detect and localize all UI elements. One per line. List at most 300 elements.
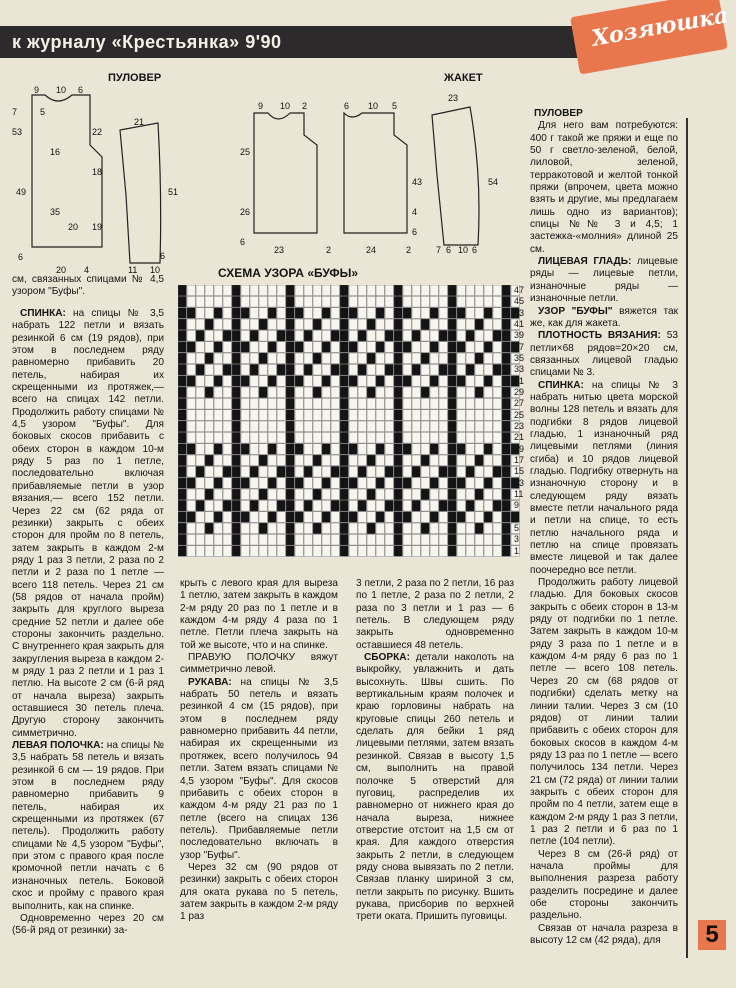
chart-cell bbox=[178, 455, 186, 466]
chart-cell bbox=[430, 364, 438, 375]
svg-text:4: 4 bbox=[412, 207, 418, 217]
chart-cell bbox=[448, 500, 456, 511]
chart-cell bbox=[331, 534, 339, 545]
jacket-outline bbox=[254, 107, 479, 245]
chart-cell bbox=[295, 330, 303, 341]
chart-cell bbox=[394, 455, 402, 466]
chart-cell bbox=[268, 353, 276, 364]
dim-10: 10 bbox=[56, 85, 67, 95]
dim-18: 18 bbox=[92, 167, 103, 177]
chart-cell bbox=[322, 353, 330, 364]
chart-cell bbox=[403, 285, 411, 296]
chart-cell bbox=[466, 489, 474, 500]
chart-cell bbox=[268, 421, 276, 432]
chart-cell bbox=[448, 330, 456, 341]
chart-cell bbox=[295, 512, 303, 523]
chart-cell bbox=[331, 523, 339, 534]
chart-cell bbox=[349, 330, 357, 341]
chart-cell bbox=[295, 455, 303, 466]
chart-cell bbox=[493, 500, 501, 511]
chart-cell bbox=[241, 364, 249, 375]
chart-cell bbox=[475, 364, 483, 375]
chart-cell bbox=[196, 523, 204, 534]
chart-cell bbox=[502, 489, 510, 500]
chart-cell bbox=[439, 342, 447, 353]
chart-cell bbox=[439, 364, 447, 375]
chart-cell bbox=[430, 444, 438, 455]
chart-cell bbox=[349, 546, 357, 557]
chart-cell bbox=[457, 353, 465, 364]
chart-cell bbox=[196, 319, 204, 330]
chart-cell bbox=[223, 353, 231, 364]
svg-text:10: 10 bbox=[280, 101, 291, 111]
chart-cell bbox=[340, 353, 348, 364]
chart-cell bbox=[430, 353, 438, 364]
chart-cell bbox=[457, 534, 465, 545]
chart-cell bbox=[241, 410, 249, 421]
chart-cell bbox=[448, 421, 456, 432]
chart-cell bbox=[304, 512, 312, 523]
chart-grid bbox=[178, 285, 520, 557]
chart-cell bbox=[403, 500, 411, 511]
chart-row-number: 39 bbox=[514, 330, 525, 341]
chart-cell bbox=[331, 398, 339, 409]
chart-cell bbox=[403, 421, 411, 432]
chart-cell bbox=[313, 444, 321, 455]
chart-cell bbox=[178, 285, 186, 296]
chart-cell bbox=[196, 342, 204, 353]
chart-cell bbox=[457, 319, 465, 330]
chart-cell bbox=[187, 421, 195, 432]
chart-cell bbox=[394, 466, 402, 477]
chart-cell bbox=[232, 466, 240, 477]
chart-cell bbox=[412, 489, 420, 500]
dim-19: 19 bbox=[92, 222, 103, 232]
chart-cell bbox=[430, 432, 438, 443]
chart-cell bbox=[475, 512, 483, 523]
chart-cell bbox=[421, 523, 429, 534]
chart-cell bbox=[493, 512, 501, 523]
chart-cell bbox=[340, 455, 348, 466]
chart-cell bbox=[466, 410, 474, 421]
chart-cell bbox=[295, 432, 303, 443]
chart-cell bbox=[367, 455, 375, 466]
chart-cell bbox=[412, 353, 420, 364]
chart-cell bbox=[502, 398, 510, 409]
chart-cell bbox=[178, 342, 186, 353]
chart-cell bbox=[385, 432, 393, 443]
chart-cell bbox=[340, 421, 348, 432]
chart-cell bbox=[304, 319, 312, 330]
chart-cell bbox=[241, 523, 249, 534]
chart-cell bbox=[223, 319, 231, 330]
chart-cell bbox=[223, 421, 231, 432]
chart-cell bbox=[259, 285, 267, 296]
chart-cell bbox=[358, 387, 366, 398]
chart-cell bbox=[394, 387, 402, 398]
chart-cell bbox=[268, 410, 276, 421]
chart-cell bbox=[313, 364, 321, 375]
chart-cell bbox=[196, 534, 204, 545]
chart-cell bbox=[322, 432, 330, 443]
chart-cell bbox=[187, 342, 195, 353]
chart-cell bbox=[340, 398, 348, 409]
chart-cell bbox=[286, 353, 294, 364]
chart-cell bbox=[340, 546, 348, 557]
chart-cell bbox=[493, 534, 501, 545]
left-front-heading: ЛЕВАЯ ПОЛОЧКА: bbox=[12, 740, 104, 752]
chart-cell bbox=[466, 500, 474, 511]
chart-cell bbox=[331, 308, 339, 319]
chart-cell bbox=[448, 376, 456, 387]
chart-cell bbox=[214, 342, 222, 353]
chart-cell bbox=[205, 330, 213, 341]
chart-cell bbox=[340, 342, 348, 353]
chart-cell bbox=[448, 466, 456, 477]
chart-cell bbox=[349, 285, 357, 296]
chart-cell bbox=[178, 319, 186, 330]
chart-cell bbox=[277, 432, 285, 443]
chart-cell bbox=[340, 489, 348, 500]
chart-cell bbox=[295, 353, 303, 364]
chart-cell bbox=[502, 296, 510, 307]
chart-cell bbox=[403, 364, 411, 375]
chart-cell bbox=[484, 512, 492, 523]
chart-cell bbox=[304, 364, 312, 375]
chart-cell bbox=[430, 319, 438, 330]
chart-cell bbox=[412, 285, 420, 296]
column-4: ПУЛОВЕР Для него вам потребуются: 400 г такой же пряжи и еще по 50 г светло-зеленой, белой, лиловой, зеленой, терракотовой и желтой тонкой пряжи (впрочем, цвета можно взять и другие, мы предлагаем лишь одно из вариантов); спицы №№ 3 и 4,5; 1 застежка-«молния» длиной 25 см. ЛИЦЕВАЯ ГЛАДЬ: лицевые ряды — лицевые петли, изнаночные ряды — изнаночные петли. УЗОР "БУФЫ" вяжется так же, как для жакета. ПЛОТНОСТЬ ВЯЗАНИЯ: 53 петли×68 рядов=20×20 см, связанных лицевой гладью спицами № 3. СПИНКА: на спицы № 3 набрать нитью цвета морской волны 128 петель и вязать для подгибки 8 рядов лицевой гладью, 1 изнаночный ряд лицевыми петлями (линия сгиба) и 10 рядов лицевой гладью. Подгибку отвернуть на изнаночную сторону и в следующем ряду вязать вместе петли начального ряда и петли на спице, то есть петлю начального ряда и петлю на спице провязать вместе лицевой и так далее поочередно все петли. Продолжить работу лицевой гладью. Для боковых скосов закрыть с обеих сторон в 13-м ряду от подгибки по 1 петле. Затем закрыть в каждом 10-м ряду 3 раза по 1 петле и в каждом 4-м ряду 6 раз по 1 петле — всего 108 петель. Через 20 см (68 рядов от подгибки) сделать метку на линии талии. Через 3 см (10 рядов) от линии талии прибавить с обеих сторон для боковых скосов в каждом 4-м ряду 13 раз по 1 петле — всего получилось 134 петли. Через 21 см (72 ряда) от линии талии закрыть с обеих сторон для пройм по 4 петли, затем еще в каждом 2-м ряду 1 раз 3 петли, 1 раз 2 петли и 6 раз по 1 петле (104 петли). Через 8 см (26-й ряд) от начала проймы для выполнения разреза работу разделить посредине и далее обе стороны закончить раздельно. Связав от начала разреза в высоту 12 см (42 ряда), для bbox=[530, 108, 678, 947]
chart-cell bbox=[349, 466, 357, 477]
chart-cell bbox=[430, 523, 438, 534]
column-1-body bbox=[12, 308, 164, 938]
chart-cell bbox=[286, 500, 294, 511]
chart-cell bbox=[268, 512, 276, 523]
chart-cell bbox=[448, 444, 456, 455]
chart-cell bbox=[259, 319, 267, 330]
chart-cell bbox=[439, 387, 447, 398]
chart-cell bbox=[277, 478, 285, 489]
chart-cell bbox=[304, 387, 312, 398]
chart-cell bbox=[286, 512, 294, 523]
chart-cell bbox=[286, 546, 294, 557]
chart-cell bbox=[421, 376, 429, 387]
dim-6b: 6 bbox=[18, 252, 24, 262]
chart-cell bbox=[304, 444, 312, 455]
chart-cell bbox=[313, 534, 321, 545]
chart-cell bbox=[421, 432, 429, 443]
chart-cell bbox=[223, 512, 231, 523]
chart-cell bbox=[259, 364, 267, 375]
dim-4: 4 bbox=[84, 265, 90, 275]
chart-cell bbox=[250, 466, 258, 477]
chart-cell bbox=[187, 432, 195, 443]
chart-cell bbox=[403, 387, 411, 398]
chart-cell bbox=[376, 342, 384, 353]
chart-cell bbox=[376, 296, 384, 307]
dim-16: 16 bbox=[50, 147, 61, 157]
chart-cell bbox=[358, 534, 366, 545]
dim-20: 20 bbox=[68, 222, 79, 232]
chart-cell bbox=[466, 444, 474, 455]
chart-cell bbox=[277, 466, 285, 477]
chart-cell bbox=[475, 546, 483, 557]
chart-cell bbox=[250, 330, 258, 341]
chart-cell bbox=[358, 466, 366, 477]
chart-cell bbox=[385, 387, 393, 398]
svg-text:6: 6 bbox=[344, 101, 350, 111]
chart-cell bbox=[196, 376, 204, 387]
chart-cell bbox=[457, 308, 465, 319]
chart-cell bbox=[394, 421, 402, 432]
chart-cell bbox=[448, 432, 456, 443]
chart-cell bbox=[385, 330, 393, 341]
chart-cell bbox=[304, 455, 312, 466]
svg-text:2: 2 bbox=[302, 101, 308, 111]
chart-cell bbox=[313, 489, 321, 500]
chart-cell bbox=[412, 330, 420, 341]
chart-cell bbox=[187, 546, 195, 557]
chart-cell bbox=[376, 398, 384, 409]
chart-cell bbox=[466, 466, 474, 477]
chart-cell bbox=[178, 432, 186, 443]
chart-cell bbox=[412, 319, 420, 330]
chart-cell bbox=[223, 478, 231, 489]
chart-cell bbox=[232, 512, 240, 523]
chart-cell bbox=[448, 398, 456, 409]
chart-cell bbox=[268, 489, 276, 500]
chart-row-number: 23 bbox=[514, 421, 525, 431]
chart-cell bbox=[367, 296, 375, 307]
chart-cell bbox=[187, 398, 195, 409]
chart-cell bbox=[241, 534, 249, 545]
chart-cell bbox=[295, 478, 303, 489]
chart-cell bbox=[223, 455, 231, 466]
chart-cell bbox=[178, 376, 186, 387]
chart-cell bbox=[367, 285, 375, 296]
chart-cell bbox=[466, 432, 474, 443]
chart-cell bbox=[196, 478, 204, 489]
chart-cell bbox=[484, 387, 492, 398]
chart-cell bbox=[277, 285, 285, 296]
chart-row-number: 19 bbox=[514, 443, 525, 454]
chart-cell bbox=[232, 500, 240, 511]
chart-cell bbox=[484, 376, 492, 387]
chart-cell bbox=[421, 387, 429, 398]
chart-cell bbox=[349, 523, 357, 534]
chart-cell bbox=[385, 466, 393, 477]
chart-cell bbox=[493, 546, 501, 557]
chart-cell bbox=[430, 410, 438, 421]
chart-cell bbox=[241, 512, 249, 523]
chart-cell bbox=[331, 296, 339, 307]
chart-cell bbox=[187, 534, 195, 545]
chart-cell bbox=[214, 512, 222, 523]
chart-cell bbox=[475, 330, 483, 341]
chart-cell bbox=[214, 455, 222, 466]
chart-cell bbox=[322, 330, 330, 341]
chart-cell bbox=[322, 285, 330, 296]
chart-cell bbox=[340, 410, 348, 421]
chart-cell bbox=[349, 376, 357, 387]
chart-cell bbox=[484, 296, 492, 307]
chart-cell bbox=[214, 478, 222, 489]
chart-cell bbox=[439, 534, 447, 545]
chart-cell bbox=[439, 523, 447, 534]
chart-cell bbox=[286, 534, 294, 545]
chart-cell bbox=[493, 285, 501, 296]
chart-cell bbox=[493, 432, 501, 443]
chart-cell bbox=[268, 296, 276, 307]
chart-row-number: 25 bbox=[514, 409, 525, 420]
chart-cell bbox=[205, 296, 213, 307]
chart-cell bbox=[331, 376, 339, 387]
chart-cell bbox=[430, 387, 438, 398]
chart-cell bbox=[376, 376, 384, 387]
chart-cell bbox=[358, 478, 366, 489]
chart-cell bbox=[358, 376, 366, 387]
chart-cell bbox=[493, 376, 501, 387]
chart-cell bbox=[205, 398, 213, 409]
chart-cell bbox=[286, 410, 294, 421]
chart-cell bbox=[457, 478, 465, 489]
chart-cell bbox=[187, 376, 195, 387]
chart-cell bbox=[466, 398, 474, 409]
chart-cell bbox=[385, 478, 393, 489]
col4-title: ПУЛОВЕР bbox=[534, 108, 583, 119]
chart-cell bbox=[322, 398, 330, 409]
chart-cell bbox=[277, 512, 285, 523]
chart-cell bbox=[394, 342, 402, 353]
chart-cell bbox=[277, 364, 285, 375]
chart-cell bbox=[331, 512, 339, 523]
chart-cell bbox=[187, 489, 195, 500]
chart-cell bbox=[232, 489, 240, 500]
chart-cell bbox=[439, 308, 447, 319]
chart-cell bbox=[403, 478, 411, 489]
chart-cell bbox=[331, 330, 339, 341]
chart-cell bbox=[403, 546, 411, 557]
chart-cell bbox=[403, 455, 411, 466]
chart-cell bbox=[268, 387, 276, 398]
chart-cell bbox=[277, 353, 285, 364]
chart-cell bbox=[277, 534, 285, 545]
chart-cell bbox=[358, 523, 366, 534]
chart-cell bbox=[259, 387, 267, 398]
chart-cell bbox=[295, 319, 303, 330]
chart-cell bbox=[223, 296, 231, 307]
chart-cell bbox=[313, 296, 321, 307]
chart-cell bbox=[241, 308, 249, 319]
chart-cell bbox=[340, 500, 348, 511]
chart-cell bbox=[250, 376, 258, 387]
chart-cell bbox=[493, 364, 501, 375]
chart-cell bbox=[205, 444, 213, 455]
chart-cell bbox=[502, 534, 510, 545]
chart-cell bbox=[475, 466, 483, 477]
chart-cell bbox=[268, 376, 276, 387]
chart-cell bbox=[448, 534, 456, 545]
chart-cell bbox=[187, 296, 195, 307]
chart-cell bbox=[466, 308, 474, 319]
chart-cell bbox=[259, 353, 267, 364]
chart-cell bbox=[394, 398, 402, 409]
chart-cell bbox=[178, 466, 186, 477]
chart-cell bbox=[286, 376, 294, 387]
chart-cell bbox=[358, 308, 366, 319]
chart-cell bbox=[331, 455, 339, 466]
chart-cell bbox=[295, 421, 303, 432]
chart-cell bbox=[268, 466, 276, 477]
svg-text:54: 54 bbox=[488, 177, 499, 187]
chart-cell bbox=[232, 478, 240, 489]
chart-cell bbox=[340, 512, 348, 523]
chart-cell bbox=[214, 410, 222, 421]
chart-cell bbox=[349, 296, 357, 307]
chart-cell bbox=[394, 432, 402, 443]
pullover-pattern-diagram bbox=[10, 85, 180, 280]
chart-cell bbox=[241, 432, 249, 443]
chart-cell bbox=[493, 330, 501, 341]
chart-cell bbox=[502, 410, 510, 421]
chart-cell bbox=[331, 444, 339, 455]
chart-cell bbox=[214, 319, 222, 330]
chart-cell bbox=[394, 376, 402, 387]
chart-cell bbox=[295, 444, 303, 455]
chart-cell bbox=[385, 410, 393, 421]
chart-cell bbox=[205, 466, 213, 477]
chart-cell bbox=[502, 500, 510, 511]
chart-cell bbox=[286, 455, 294, 466]
chart-cell bbox=[196, 387, 204, 398]
chart-cell bbox=[304, 534, 312, 545]
chart-cell bbox=[214, 444, 222, 455]
chart-cell bbox=[295, 387, 303, 398]
chart-cell bbox=[484, 534, 492, 545]
chart-cell bbox=[493, 421, 501, 432]
chart-cell bbox=[241, 444, 249, 455]
chart-cell bbox=[250, 546, 258, 557]
chart-cell bbox=[385, 512, 393, 523]
chart-cell bbox=[466, 478, 474, 489]
chart-cell bbox=[358, 319, 366, 330]
chart-title: СХЕМА УЗОРА «БУФЫ» bbox=[218, 266, 358, 280]
chart-cell bbox=[196, 466, 204, 477]
chart-cell bbox=[250, 432, 258, 443]
chart-cell bbox=[286, 364, 294, 375]
chart-cell bbox=[430, 478, 438, 489]
chart-cell bbox=[475, 421, 483, 432]
chart-cell bbox=[502, 546, 510, 557]
svg-text:2: 2 bbox=[406, 245, 412, 255]
chart-cell bbox=[322, 444, 330, 455]
chart-cell bbox=[214, 534, 222, 545]
chart-cell bbox=[457, 500, 465, 511]
chart-cell bbox=[457, 512, 465, 523]
chart-cell bbox=[439, 353, 447, 364]
chart-cell bbox=[178, 444, 186, 455]
chart-cell bbox=[223, 534, 231, 545]
chart-cell bbox=[178, 353, 186, 364]
chart-cell bbox=[466, 512, 474, 523]
chart-cell bbox=[223, 444, 231, 455]
chart-row-number: 37 bbox=[514, 341, 525, 352]
chart-cell bbox=[277, 410, 285, 421]
chart-cell bbox=[385, 319, 393, 330]
chart-cell bbox=[223, 398, 231, 409]
chart-row-number: 27 bbox=[514, 398, 525, 409]
chart-cell bbox=[322, 500, 330, 511]
